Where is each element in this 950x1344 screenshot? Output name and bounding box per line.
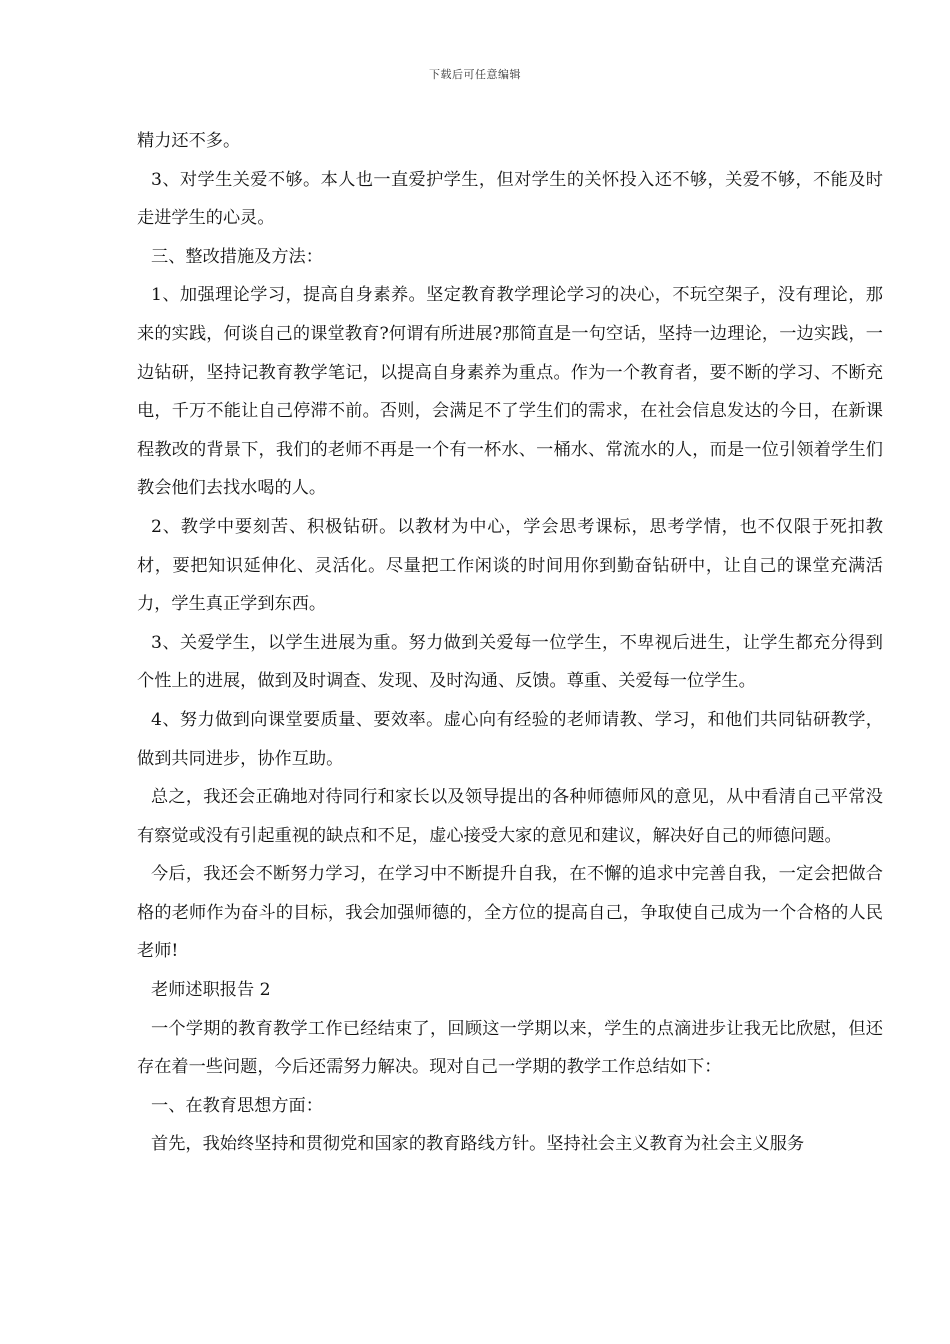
paragraph: 1、加强理论学习，提高自身素养。坚定教育教学理论学习的决心，不玩空架子，没有理论，那来的实践，何谈自己的课堂教育?何谓有所进展?那简直是一句空话，坚持一边理论，一边实践，一边钻研，坚持记教育教学笔记，以提高自身素养为重点。作为一个教育者，要不断的学习、不断充电，千万不能让自己停滞不前。否则，会满足不了学生们的需求，在社会信息发达的今日，在新课程教改的背景下，我们的老师不再是一个有一杯水、一桶水、常流水的人，而是一位引领着学生们教会他们去找水喝的人。 [137, 285, 883, 499]
paragraph: 首先，我始终坚持和贯彻党和国家的教育路线方针。坚持社会主义教育为社会主义服务 [151, 1134, 805, 1155]
paragraph: 总之，我还会正确地对待同行和家长以及领导提出的各种师德师风的意见，从中看清自己平常没有察觉或没有引起重视的缺点和不足，虚心接受大家的意见和建议，解决好自己的师德问题。 [137, 787, 883, 846]
section-heading: 三、整改措施及方法： [151, 246, 323, 267]
paragraph: 3、对学生关爱不够。本人也一直爱护学生，但对学生的关怀投入还不够，关爱不够，不能及时走进学生的心灵。 [137, 169, 883, 229]
document-body [137, 122, 883, 1164]
report-title: 老师述职报告 2 [151, 980, 271, 1001]
paragraph: 今后，我还会不断努力学习，在学习中不断提升自我，在不懈的追求中完善自我，一定会把做合格的老师作为奋斗的目标，我会加强师德的，全方位的提高自己，争取使自己成为一个合格的人民老师! [137, 864, 883, 962]
paragraph: 2、教学中要刻苦、积极钻研。以教材为中心，学会思考课标，思考学情，也不仅限于死扣教材，要把知识延伸化、灵活化。尽量把工作闲谈的时间用你到勤奋钻研中，让自己的课堂充满活力，学生真正学到东西。 [137, 516, 883, 615]
page-header: 下载后可任意编辑 [429, 68, 521, 81]
paragraph: 精力还不多。 [137, 131, 241, 151]
paragraph: 4、努力做到向课堂要质量、要效率。虚心向有经验的老师请教、学习，和他们共同钻研教学，做到共同进步，协作互助。 [137, 709, 883, 769]
paragraph: 一个学期的教育教学工作已经结束了，回顾这一学期以来，学生的点滴进步让我无比欣慰，但还存在着一些问题，今后还需努力解决。现对自己一学期的教学工作总结如下： [137, 1018, 883, 1078]
section-heading: 一、在教育思想方面： [151, 1095, 323, 1116]
paragraph: 3、关爱学生，以学生进展为重。努力做到关爱每一位学生，不卑视后进生，让学生都充分得到个性上的进展，做到及时调查、发现、及时沟通、反馈。尊重、关爱每一位学生。 [137, 632, 883, 692]
